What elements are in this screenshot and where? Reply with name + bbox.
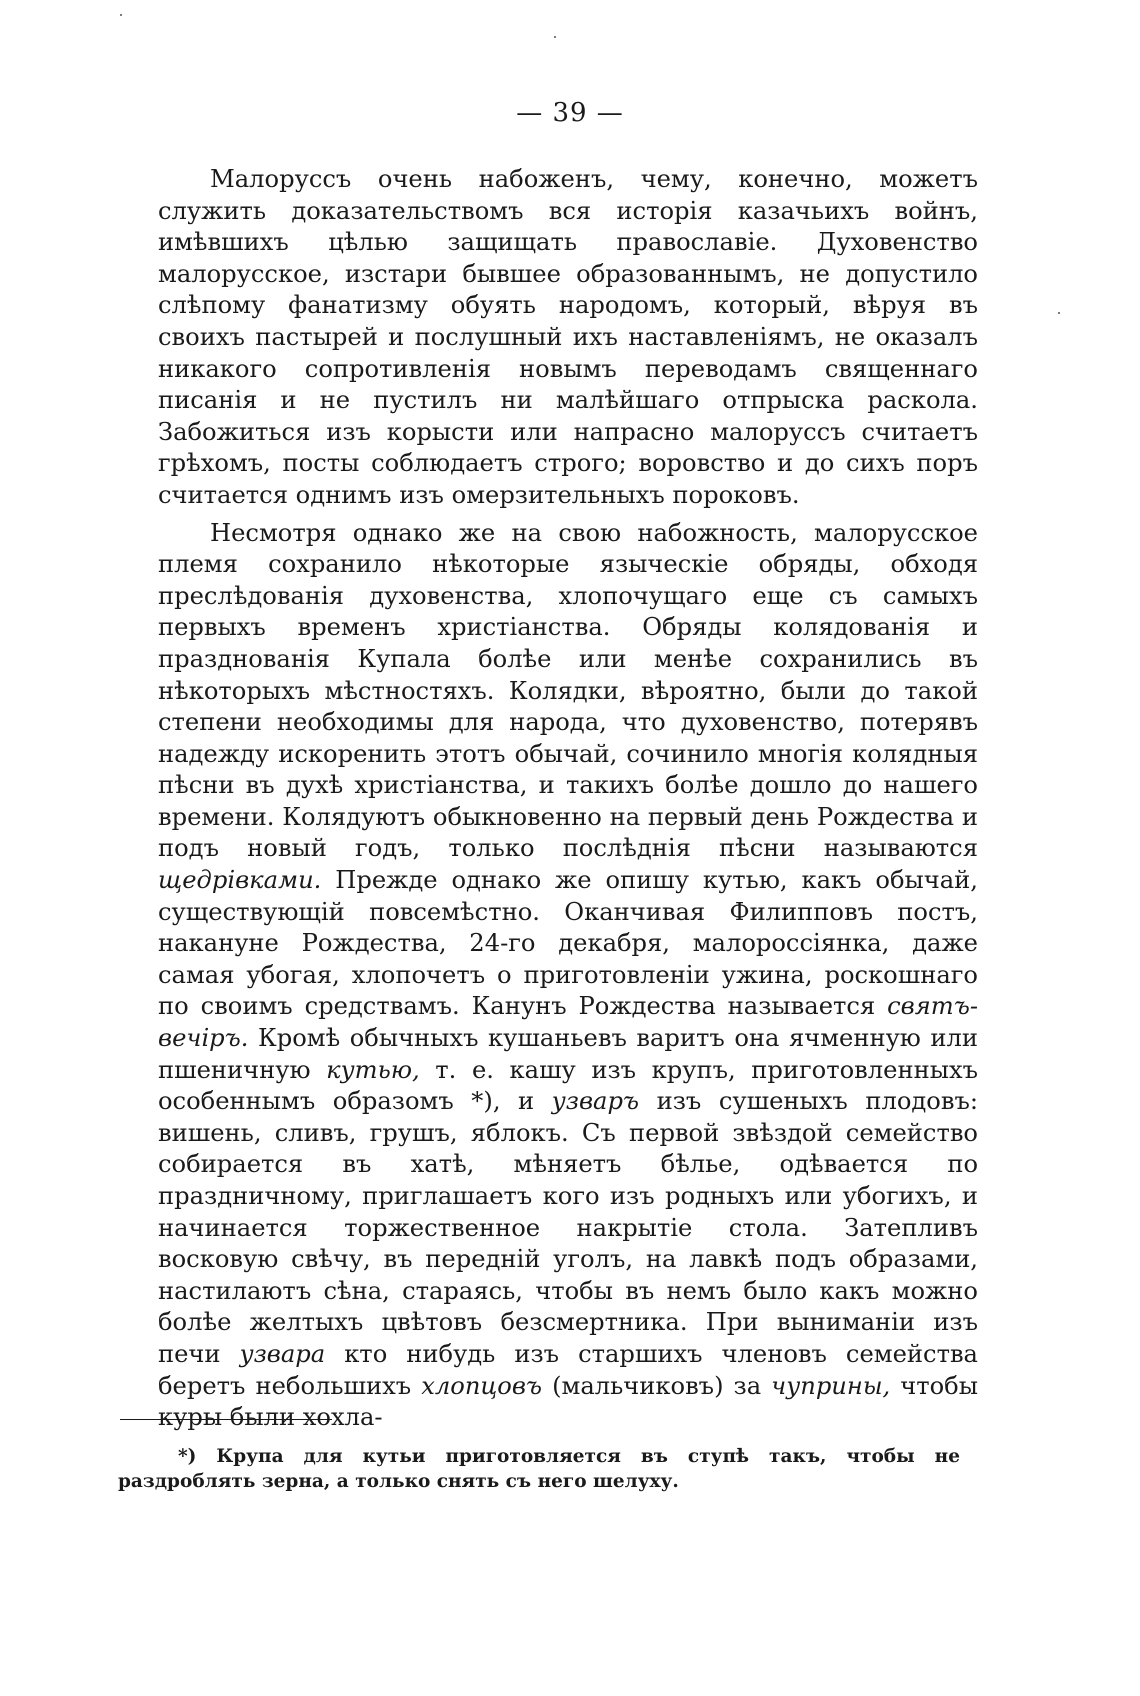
- italic-term: хлопцовъ: [421, 1371, 543, 1400]
- text-run: т. е. кашу изъ крупъ, приготовленныхъ особеннымъ образомъ *), и: [158, 1055, 978, 1116]
- page-number: — 39 —: [516, 98, 624, 128]
- italic-term: узваръ: [551, 1087, 640, 1116]
- text-run: чтобы куры были хохла-: [158, 1371, 978, 1432]
- text-run: (мальчиковъ) за: [542, 1371, 772, 1400]
- text-run: Несмотря однако же на свою набожность, малорусское племя сохранило нѣкоторые языческіе обряды, обходя преслѣдованія духовенства, хлопочущаго еще съ самыхъ первыхъ временъ христіанства. Обряды колядованія и празднованія Купала болѣе или менѣе сохранились въ нѣкоторыхъ мѣстностяхъ. Колядки, вѣроятно, были до такой степени необходимы для народа, что духовенство, потерявъ надежду искоренить этотъ обычай, сочинило многія колядныя пѣсни въ духѣ христіанства, и такихъ болѣе дошло до нашего времени. Колядуютъ обыкновенно на первый день Рождества и подъ новый годъ, только послѣднія пѣсни называются: [158, 518, 978, 863]
- italic-term: чуприны,: [771, 1371, 891, 1400]
- italic-term: щедрівками.: [158, 866, 322, 895]
- paragraph: [158, 164, 978, 512]
- scan-speck: [1058, 312, 1060, 314]
- text-run: кто нибудь изъ старшихъ членовъ семейства беретъ небольшихъ: [158, 1339, 978, 1400]
- italic-term: кутью,: [326, 1055, 420, 1084]
- footnote: *) Крупа для кутьи приготовляется въ ступѣ такъ, чтобы не раздроблять зерна, а только снять съ него шелуху.: [118, 1446, 960, 1492]
- text-run: Прежде однако же опишу кутью, какъ обычай, существующій повсемѣстно. Оканчивая Филипповъ постъ, накануне Рождества, 24-го декабря, малороссіянка, даже самая убогая, хлопочетъ о приготовленіи ужина, роскошнаго по своимъ средствамъ. Канунъ Рождества называется: [158, 866, 978, 1021]
- italic-term: узвара: [239, 1339, 326, 1368]
- body-text: [158, 164, 978, 1434]
- text-run: Кромѣ обычныхъ кушаньевъ варитъ она ячменную или пшеничную: [158, 1024, 978, 1084]
- scan-speck: [120, 14, 122, 16]
- footnote-divider: [120, 1419, 332, 1420]
- scan-speck: [554, 36, 556, 38]
- paragraph: [158, 518, 978, 1434]
- text-run: изъ сушеныхъ плодовъ: вишень, сливъ, грушъ, яблокъ. Съ первой звѣздой семейство собирается въ хатѣ, мѣняетъ бѣлье, одѣвается по праздничному, приглашаетъ кого изъ родныхъ или убогихъ, и начинается торжественное накрытіе стола. Затепливъ восковую свѣчу, въ передній уголъ, на лавкѣ подъ образами, настилаютъ сѣна, стараясь, чтобы въ немъ было какъ можно болѣе желтыхъ цвѣтовъ безсмертника. При выниманіи изъ печи: [158, 1087, 978, 1368]
- italic-term: святъ-вечіръ.: [158, 992, 978, 1053]
- text-run: Малоруссъ очень набоженъ, чему, конечно, можетъ служить доказательствомъ вся исторія казачьихъ войнъ, имѣвшихъ цѣлью защищать православіе. Духовенство малорусское, изстари бывшее образованнымъ, не допустило слѣпому фанатизму обуять народомъ, который, вѣруя въ своихъ пастырей и послушный ихъ наставленіямъ, не оказалъ никакого сопротивленія новымъ переводамъ священнаго писанія и не пустилъ ни малѣйшаго отпрыска раскола. Забожиться изъ корысти или напрасно малоруссъ считаетъ грѣхомъ, посты соблюдаетъ строго; воровство и до сихъ поръ считается однимъ изъ омерзительныхъ пороковъ.: [158, 165, 978, 509]
